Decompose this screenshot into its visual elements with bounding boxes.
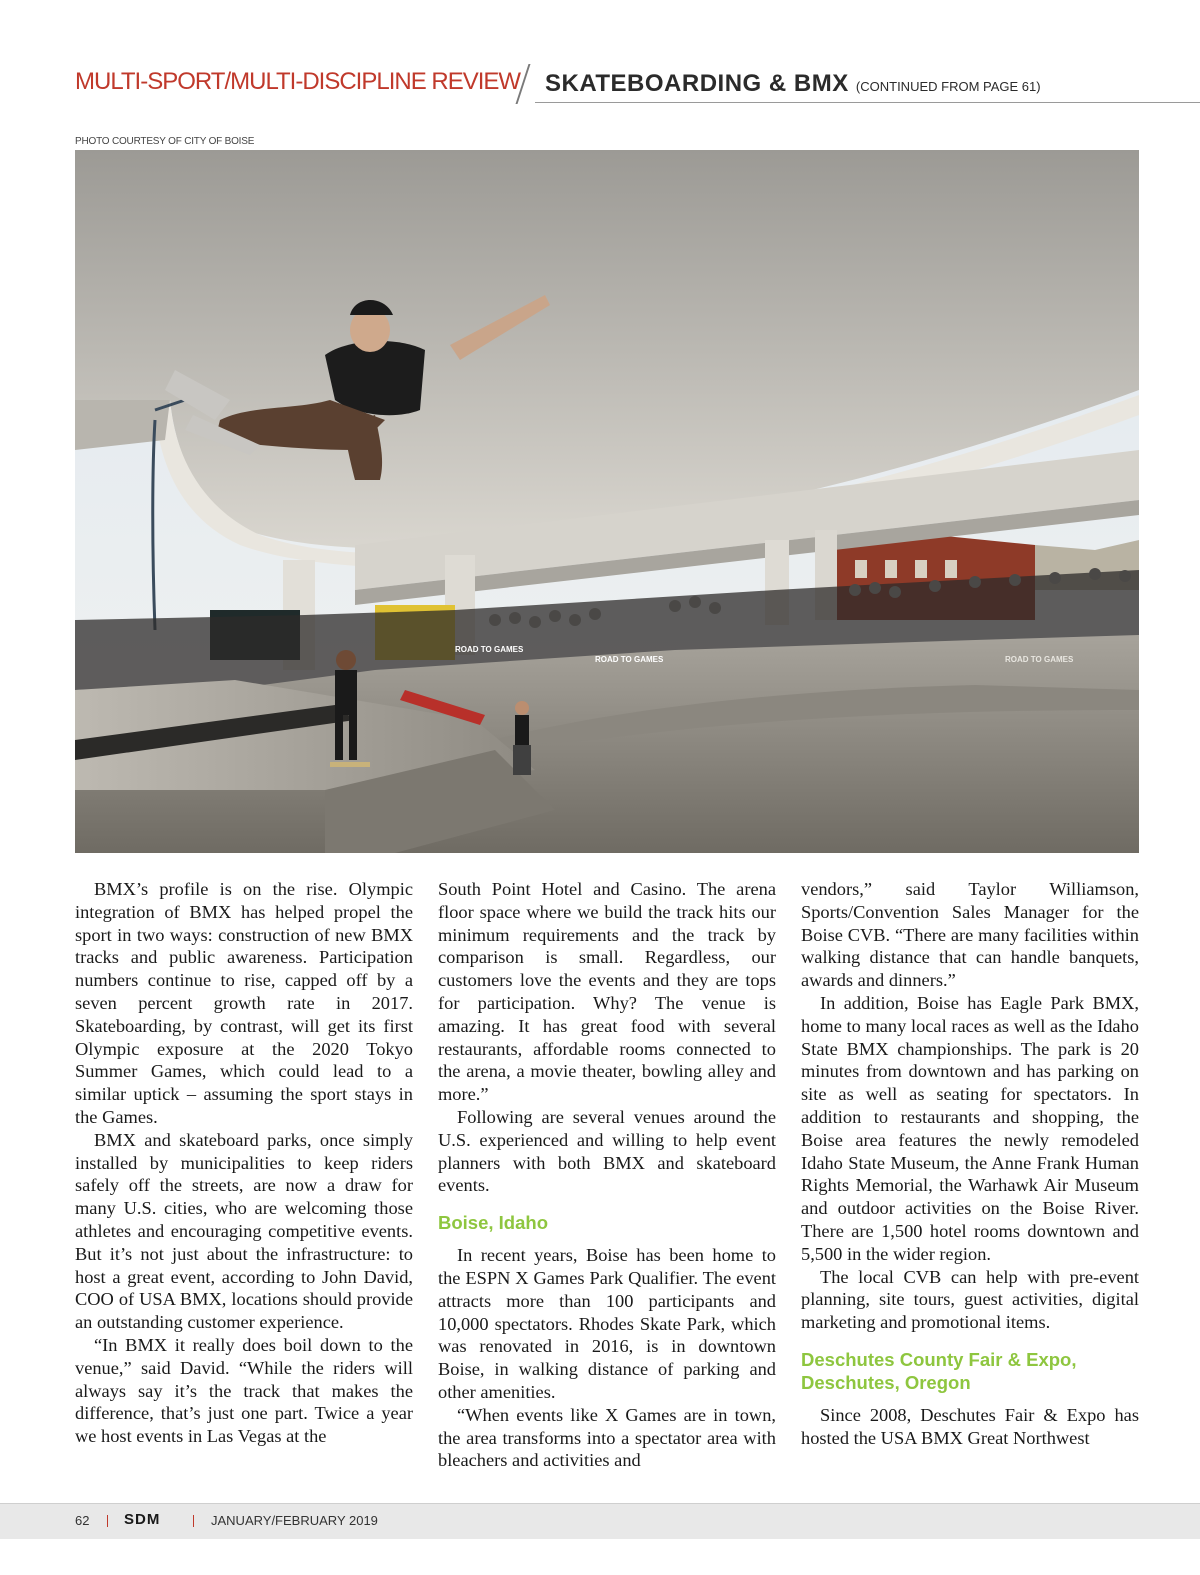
paragraph: vendors,” said Taylor Williamson, Sports/Convention Sales Manager for the Boise CVB. “There are many facilities within walking distance that can handle banquets, awards and dinners.”	[801, 879, 1139, 991]
subhead-boise: Boise, Idaho	[438, 1212, 548, 1234]
paragraph: Following are several venues around the U.S. experienced and willing to help event planners with both BMX and skateboard events.	[438, 1106, 776, 1196]
subhead-deschutes: Deschutes County Fair & Expo, Deschutes, Oregon	[801, 1348, 1077, 1393]
continued-note: (CONTINUED FROM PAGE 61)	[855, 79, 1041, 94]
magazine-logo: SDM	[124, 1511, 161, 1528]
paragraph: Since 2008, Deschutes Fair & Expo has hosted the USA BMX Great Northwest	[801, 1404, 1139, 1448]
paragraph: BMX’s profile is on the rise. Olympic integration of BMX has helped propel the sport in two ways: construction of new BMX tracks and public awareness. Participation numbers continue to rise, capped off by a seven percent growth rate in 2017. Skateboarding, by contrast, will get its first Olympic exposure at the 2020 Tokyo Summer Games, which could lead to a similar uptick – assuming the sport stays in the Games.	[75, 879, 413, 1127]
page-footer	[0, 1503, 1200, 1539]
page-number: 62	[75, 1513, 90, 1528]
photo-credit: PHOTO COURTESY OF CITY OF BOISE	[75, 136, 255, 147]
footer-divider	[193, 1515, 194, 1527]
footer-divider	[107, 1515, 108, 1527]
article-column-3	[801, 878, 1139, 1450]
road-to-games-sign-3: ROAD TO GAMES	[1005, 655, 1074, 664]
paragraph: BMX and skateboard parks, once simply installed by municipalities to keep riders safely off the streets, are now a draw for many U.S. cities, who are welcoming those athletes and encouraging competitive events. But it’s not just about the infrastructure: to host a great event, according to John David, COO of USA BMX, locations should provide an outstanding customer experience.	[75, 1129, 413, 1333]
paragraph: In addition, Boise has Eagle Park BMX, home to many local races as well as the Idaho State BMX championships. The park is 20 minutes from downtown and has parking on site as well as seating for spectators. In addition to restaurants and shopping, the Boise area features the newly remodeled Idaho State Museum, the Anne Frank Human Rights Memorial, the Warhawk Air Museum and outdoor activities on the Boise River. There are 1,500 hotel rooms downtown and 5,500 in the wider region.	[801, 992, 1139, 1264]
paragraph: In recent years, Boise has been home to the ESPN X Games Park Qualifier. The event attracts more than 100 participants and 10,000 spectators. Rhodes Skate Park, which was renovated in 2016, is in downtown Boise, in walking distance of parking and other amenities.	[438, 1245, 776, 1402]
article-column-2	[438, 878, 776, 1472]
header-rule	[535, 102, 1200, 103]
road-to-games-sign-2: ROAD TO GAMES	[595, 655, 664, 664]
paragraph: “In BMX it really does boil down to the venue,” said David. “While the riders will always say it’s the track that makes the difference, that’s just one part. Twice a year we host events in Las Vegas at the	[75, 1334, 413, 1447]
topic-name: SKATEBOARDING & BMX	[545, 70, 849, 97]
paragraph: South Point Hotel and Casino. The arena floor space where we build the track hits our minimum requirements and the track by comparison is small. Regardless, our customers love the events and they are tops for participation. Why? The venue is amazing. It has great food with several restaurants, affordable rooms connected to the arena, a movie theater, bowling alley and more.”	[438, 879, 776, 1105]
issue-date: JANUARY/FEBRUARY 2019	[211, 1513, 378, 1528]
road-to-games-sign-1: ROAD TO GAMES	[455, 645, 524, 654]
article-column-1	[75, 878, 413, 1448]
photo-illustration	[75, 150, 1139, 853]
topic-title	[545, 70, 1041, 98]
page-header	[75, 68, 1200, 104]
paragraph: “When events like X Games are in town, the area transforms into a spectator area with bleachers and activities and	[438, 1404, 776, 1471]
paragraph: The local CVB can help with pre-event planning, site tours, guest activities, digital marketing and promotional items.	[801, 1266, 1139, 1333]
section-title: MULTI-SPORT/MULTI-DISCIPLINE REVIEW	[75, 68, 521, 95]
skatepark-photo	[75, 150, 1139, 853]
